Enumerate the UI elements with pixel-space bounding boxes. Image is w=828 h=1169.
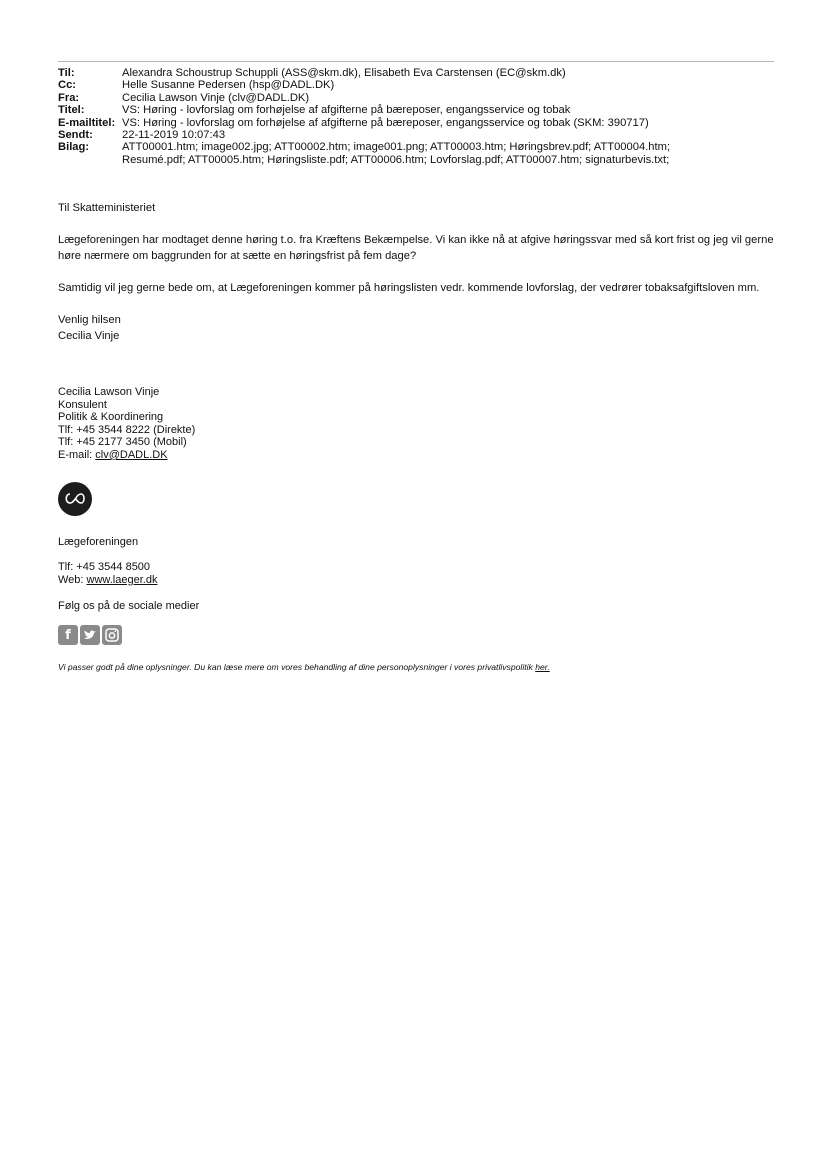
attachments-line-2: Resumé.pdf; ATT00005.htm; Høringsliste.pdf; ATT00006.htm; Lovforslag.pdf; ATT00007.htm; signaturbevis.txt;	[122, 153, 670, 166]
social-icons	[58, 625, 122, 645]
body-paragraph-2: Samtidig vil jeg gerne bede om, at Lægeforeningen kommer på høringslisten vedr. kommende lovforslag, der vedrører tobaksafgiftsloven mm.	[58, 282, 760, 294]
sender-name: Cecilia Vinje	[58, 330, 120, 342]
laegeforeningen-logo-icon	[58, 482, 92, 516]
header-cc-row	[58, 79, 774, 91]
header-to-value: Alexandra Schoustrup Schuppli (ASS@skm.dk), Elisabeth Eva Carstensen (EC@skm.dk)	[122, 67, 566, 79]
signature-department: Politik & Koordinering	[58, 411, 164, 424]
greeting: Til Skatteministeriet	[58, 202, 156, 214]
header-title-row	[58, 104, 774, 116]
signature-email-label: E-mail:	[58, 448, 96, 461]
header-sent-row	[58, 129, 774, 141]
follow-text: Følg os på de sociale medier	[58, 600, 200, 612]
header-attachments-label: Bilag:	[58, 141, 90, 154]
privacy-notice	[58, 662, 550, 672]
instagram-icon[interactable]	[102, 625, 122, 645]
header-cc-label: Cc:	[58, 79, 77, 92]
header-email-title-row	[58, 117, 774, 129]
logo-mark-icon	[64, 490, 86, 508]
header-to-label: Til:	[58, 67, 75, 79]
signature-block	[58, 386, 195, 462]
header-from-label: Fra:	[58, 91, 80, 104]
header-attachments-row	[58, 141, 774, 166]
signature-phone-direct: Tlf: +45 3544 8222 (Direkte)	[58, 423, 196, 436]
header-sent-value: 22-11-2019 10:07:43	[122, 129, 226, 142]
organization-phone: Tlf: +45 3544 8500	[58, 561, 151, 573]
closing: Venlig hilsen	[58, 314, 121, 326]
header-title-label: Titel:	[58, 104, 85, 117]
signature-name: Cecilia Lawson Vinje	[58, 386, 160, 398]
body-paragraph-1: Lægeforeningen har modtaget denne høring t.o. fra Kræftens Bekæmpelse. Vi kan ikke nå at afgive høringssvar med så kort frist og jeg vil gerne høre nærmere om baggrunden for at sætte en høringsfrist på fem dage?	[58, 234, 774, 262]
header-email-title-label: E-mailtitel:	[58, 116, 116, 129]
signature-email-row	[58, 449, 195, 462]
header-attachments-value	[122, 141, 774, 166]
closing-block	[58, 312, 774, 344]
attachments-line-1: ATT00001.htm; image002.jpg; ATT00002.htm; image001.png; ATT00003.htm; Høringsbrev.pdf; ATT00004.htm;	[122, 141, 671, 154]
privacy-link[interactable]: her.	[535, 662, 550, 672]
signature-email-link[interactable]: clv@DADL.DK	[95, 448, 168, 461]
header-to-row	[58, 67, 774, 79]
email-header	[58, 67, 774, 166]
header-from-row	[58, 92, 774, 104]
header-email-title-value: VS: Høring - lovforslag om forhøjelse af afgifterne på bæreposer, engangsservice og tobak (SKM: 390717)	[122, 116, 649, 129]
email-body	[58, 200, 774, 344]
header-cc-value: Helle Susanne Pedersen (hsp@DADL.DK)	[122, 79, 335, 92]
signature-title: Konsulent	[58, 398, 107, 411]
header-sent-label: Sendt:	[58, 129, 93, 142]
header-title-value: VS: Høring - lovforslag om forhøjelse af afgifterne på bæreposer, engangsservice og tobak	[122, 104, 571, 117]
organization-web-row	[58, 574, 157, 587]
facebook-icon[interactable]: f	[58, 625, 78, 645]
twitter-icon[interactable]	[80, 625, 100, 645]
organization-name: Lægeforeningen	[58, 536, 139, 548]
header-divider	[58, 61, 774, 62]
header-from-value: Cecilia Lawson Vinje (clv@DADL.DK)	[122, 91, 310, 104]
organization-web-link[interactable]: www.laeger.dk	[86, 573, 158, 586]
signature-phone-mobile: Tlf: +45 2177 3450 (Mobil)	[58, 436, 187, 449]
privacy-text: Vi passer godt på dine oplysninger. Du kan læse mere om vores behandling af dine personoplysninger i vores privatlivspolitik	[58, 662, 536, 672]
organization-contact	[58, 561, 157, 586]
organization-web-label: Web:	[58, 573, 87, 586]
